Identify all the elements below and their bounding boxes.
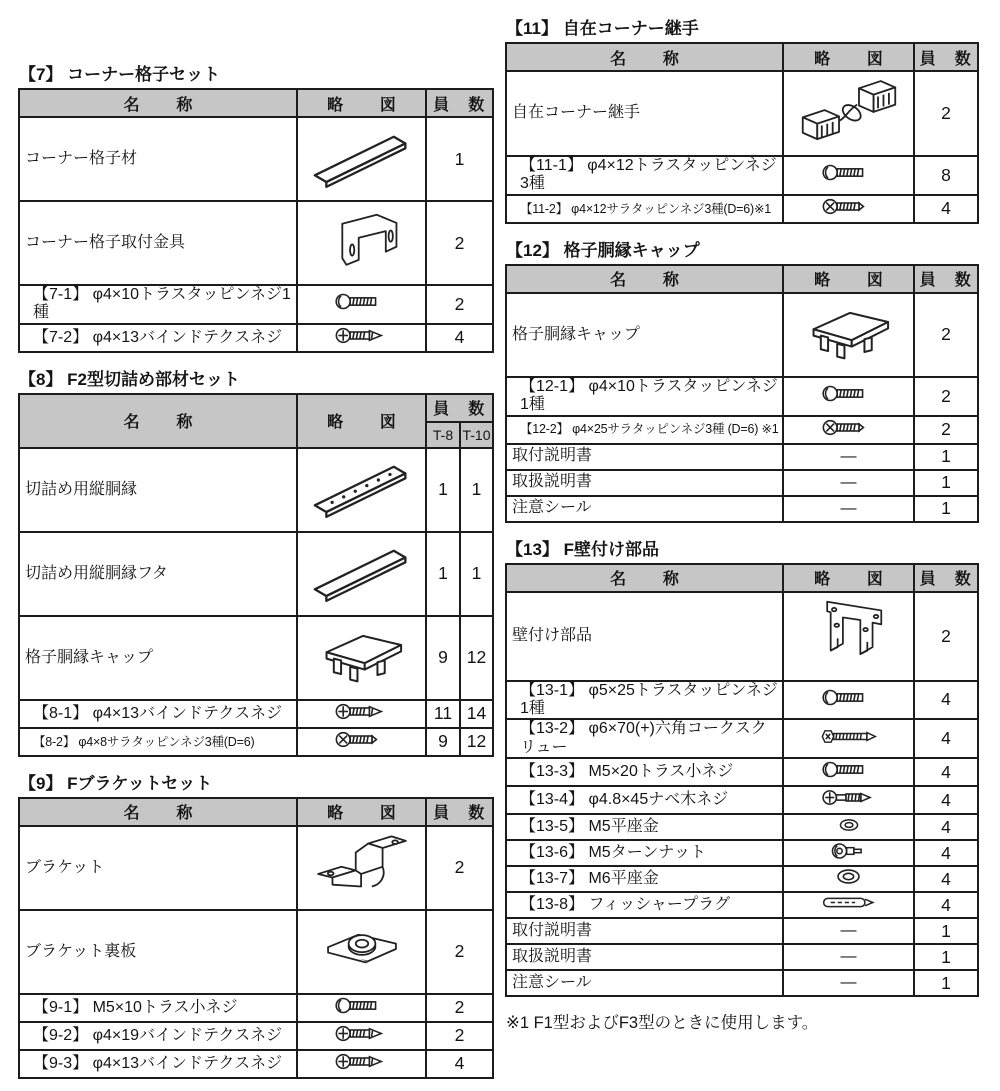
table-row: [506, 681, 978, 720]
part-qty: 2: [426, 826, 493, 910]
part-diagram-cell: [297, 117, 426, 201]
table-row: [19, 826, 493, 910]
table-title-13: 【13】 F壁付け部品: [506, 539, 660, 559]
part-name: コーナー格子取付金具: [19, 201, 297, 285]
table-row: [506, 416, 978, 444]
washer-icon: [837, 817, 861, 833]
cap-icon: [799, 300, 899, 364]
dash-icon: —: [840, 447, 857, 465]
part-name: 【7-1】 φ4×10トラスタッピンネジ1種: [19, 285, 297, 324]
part-name: 【9-2】 φ4×19バインドテクスネジ: [19, 1022, 297, 1050]
bind-tex-screw-icon: [333, 1051, 391, 1072]
bind-tex-screw-icon: [333, 325, 391, 346]
truss-screw-icon: [820, 759, 878, 780]
dash-icon: —: [840, 948, 857, 966]
part-qty: 1: [914, 918, 978, 944]
part-diagram-cell: [783, 758, 914, 786]
col-header-diagram: 略 図: [783, 564, 914, 592]
part-name: 【13-6】 M5ターンナット: [506, 840, 783, 866]
col-header-qty: 員 数: [914, 43, 978, 71]
table-section-13: [505, 535, 977, 998]
table-row: [506, 944, 978, 970]
part-diagram-cell: [783, 293, 914, 377]
table-row: [19, 1050, 493, 1078]
part-qty: 12: [460, 616, 493, 700]
part-name: 自在コーナー継手: [506, 71, 783, 156]
table-row: [506, 156, 978, 195]
part-diagram-cell: [783, 496, 914, 522]
wall-bracket-icon: [802, 593, 896, 675]
table-section-9: [18, 769, 492, 1079]
part-diagram-cell: [783, 918, 914, 944]
part-qty: 4: [914, 786, 978, 814]
cap-icon: [312, 623, 412, 687]
table-row: [19, 700, 493, 728]
col-header-diagram: 略 図: [297, 798, 426, 826]
table-row: [506, 592, 978, 681]
coach-screw-icon: [818, 726, 880, 747]
parts-table-12: [505, 264, 979, 523]
left-tables: [18, 60, 492, 1079]
col-header-diagram: 略 図: [783, 43, 914, 71]
table-row: [506, 786, 978, 814]
parts-table-7: [18, 88, 494, 353]
part-qty: 4: [914, 681, 978, 720]
part-name: 【9-1】 M5×10トラス小ネジ: [19, 994, 297, 1022]
part-name: 壁付け部品: [506, 592, 783, 681]
dash-icon: —: [840, 974, 857, 992]
table-row: [19, 117, 493, 201]
part-name: 格子胴縁キャップ: [19, 616, 297, 700]
part-qty: 4: [914, 719, 978, 758]
table-title-8: 【8】 F2型切詰め部材セット: [19, 369, 241, 389]
part-diagram-cell: [297, 826, 426, 910]
part-name: 【13-7】 M6平座金: [506, 866, 783, 892]
parts-table-8: [18, 393, 494, 757]
truss-screw-icon: [333, 291, 391, 312]
part-diagram-cell: [297, 728, 426, 756]
table-section-8: [18, 365, 492, 757]
table-row: [506, 470, 978, 496]
table-row: [19, 285, 493, 324]
part-diagram-cell: [783, 416, 914, 444]
table-row: [19, 1022, 493, 1050]
col-header-qty: 員 数: [426, 798, 493, 826]
table-row: [506, 814, 978, 840]
col-header-diagram: 略 図: [783, 265, 914, 293]
right-tables: [505, 14, 977, 997]
turn-nut-icon: [830, 842, 867, 860]
part-qty: 14: [460, 700, 493, 728]
col-header-diagram: 略 図: [297, 89, 426, 117]
part-diagram-cell: [297, 616, 426, 700]
table-row: [19, 616, 493, 700]
part-qty: 4: [914, 840, 978, 866]
col-header-name: 名 称: [506, 43, 783, 71]
part-name: 注意シール: [506, 970, 783, 996]
part-name: 【13-8】 フィッシャープラグ: [506, 892, 783, 918]
right-column: [505, 14, 977, 1033]
part-name: 【11-2】 φ4×12サラタッピンネジ3種(D=6)※1: [506, 195, 783, 223]
table-row: [19, 448, 493, 532]
table-title-12: 【12】 格子胴縁キャップ: [506, 240, 700, 260]
part-diagram-cell: [297, 448, 426, 532]
part-qty: 1: [426, 532, 460, 616]
table-row: [506, 840, 978, 866]
part-name: 取付説明書: [506, 918, 783, 944]
part-name: 取扱説明書: [506, 470, 783, 496]
table-row: [506, 195, 978, 223]
header-row: [19, 394, 493, 422]
col-header-qty: 員 数: [914, 265, 978, 293]
part-qty: 1: [914, 470, 978, 496]
part-name: 取扱説明書: [506, 944, 783, 970]
part-qty: 2: [914, 293, 978, 377]
table-title-7: 【7】 コーナー格子セット: [19, 65, 221, 84]
truss-screw-icon: [820, 687, 878, 708]
part-diagram-cell: [297, 1022, 426, 1050]
col-subheader-T-8: T-8: [426, 422, 460, 448]
part-diagram-cell: [783, 786, 914, 814]
table-row: [19, 994, 493, 1022]
part-diagram-cell: [297, 1050, 426, 1078]
col-header-name: 名 称: [19, 89, 297, 117]
col-header-qty: 員 数: [426, 89, 493, 117]
part-name: コーナー格子材: [19, 117, 297, 201]
part-qty: 1: [426, 117, 493, 201]
part-name: 【9-3】 φ4×13バインドテクスネジ: [19, 1050, 297, 1078]
part-name: 【8-2】 φ4×8サラタッピンネジ3種(D=6): [19, 728, 297, 756]
truss-screw-icon: [820, 162, 878, 183]
part-name: 【11-1】 φ4×12トラスタッピンネジ3種: [506, 156, 783, 195]
table-title-11: 【11】 自在コーナー継手: [506, 19, 699, 38]
col-subheader-T-10: T-10: [460, 422, 493, 448]
part-name: 格子胴縁キャップ: [506, 293, 783, 377]
part-diagram-cell: [783, 970, 914, 996]
part-qty: 4: [914, 195, 978, 223]
part-name: 注意シール: [506, 496, 783, 522]
part-name: 【13-4】 φ4.8×45ナベ木ネジ: [506, 786, 783, 814]
part-diagram-cell: [783, 681, 914, 720]
part-qty: 1: [914, 944, 978, 970]
table-row: [506, 918, 978, 944]
table-row: [506, 970, 978, 996]
parts-table-13: [505, 563, 979, 998]
header-row: [506, 43, 978, 71]
part-qty: 1: [426, 448, 460, 532]
part-qty: 9: [426, 728, 460, 756]
part-diagram-cell: [783, 195, 914, 223]
part-name: 【12-1】 φ4×10トラスタッピンネジ1種: [506, 377, 783, 416]
part-qty: 2: [426, 201, 493, 285]
table-row: [19, 201, 493, 285]
part-name: 【12-2】 φ4×25サラタッピンネジ3種 (D=6) ※1: [506, 416, 783, 444]
header-row: [506, 564, 978, 592]
wood-screw-icon: [820, 787, 878, 808]
col-header-name: 名 称: [19, 394, 297, 448]
part-diagram-cell: [297, 910, 426, 994]
parts-table-9: [18, 797, 494, 1079]
truss-screw-icon: [820, 383, 878, 404]
part-qty: 9: [426, 616, 460, 700]
table-row: [506, 293, 978, 377]
u-bracket-icon: [316, 209, 408, 273]
header-row: [19, 798, 493, 826]
part-qty: 8: [914, 156, 978, 195]
plug-icon: [821, 895, 876, 910]
part-diagram-cell: [783, 470, 914, 496]
part-name: ブラケット裏板: [19, 910, 297, 994]
strip-icon: [309, 539, 415, 603]
part-qty: 4: [914, 814, 978, 840]
part-qty: 1: [460, 532, 493, 616]
part-qty: 4: [426, 324, 493, 352]
table-row: [19, 324, 493, 352]
footnote: ※1 F1型およびF3型のときに使用します。: [506, 1014, 819, 1033]
part-qty: 2: [914, 71, 978, 156]
part-diagram-cell: [297, 994, 426, 1022]
part-name: ブラケット: [19, 826, 297, 910]
part-name: 【8-1】 φ4×13バインドテクスネジ: [19, 700, 297, 728]
part-qty: 4: [426, 1050, 493, 1078]
parts-table-11: [505, 42, 979, 224]
left-column: [18, 60, 492, 1091]
strip-icon: [309, 125, 415, 189]
backplate-icon: [312, 920, 412, 978]
bind-tex-screw-icon: [333, 701, 391, 722]
part-name: 【7-2】 φ4×13バインドテクスネジ: [19, 324, 297, 352]
part-diagram-cell: [783, 840, 914, 866]
part-qty: 4: [914, 758, 978, 786]
part-diagram-cell: [297, 201, 426, 285]
header-row: [19, 89, 493, 117]
table-section-11: [505, 14, 977, 224]
part-qty: 4: [914, 892, 978, 918]
table-row: [19, 910, 493, 994]
col-header-name: 名 称: [506, 564, 783, 592]
table-row: [19, 728, 493, 756]
part-qty: 2: [914, 377, 978, 416]
table-row: [506, 444, 978, 470]
part-qty: 2: [914, 592, 978, 681]
table-section-7: [18, 60, 492, 353]
col-header-qty: 員 数: [914, 564, 978, 592]
part-diagram-cell: [783, 156, 914, 195]
part-qty: 2: [426, 994, 493, 1022]
part-qty: 2: [426, 1022, 493, 1050]
part-diagram-cell: [783, 592, 914, 681]
header-row: [506, 265, 978, 293]
flat-screw-icon: [334, 729, 390, 750]
table-row: [506, 719, 978, 758]
corner-joint-icon: [795, 72, 903, 150]
flat-screw-icon: [821, 196, 877, 217]
table-title-9: 【9】 Fブラケットセット: [19, 773, 213, 793]
table-row: [506, 496, 978, 522]
table-row: [19, 532, 493, 616]
part-diagram-cell: [297, 285, 426, 324]
table-row: [506, 71, 978, 156]
dash-icon: —: [840, 922, 857, 940]
col-header-diagram: 略 図: [297, 394, 426, 448]
table-row: [506, 892, 978, 918]
part-name: 【13-3】 M5×20トラス小ネジ: [506, 758, 783, 786]
washer-large-icon: [835, 867, 862, 886]
dash-icon: —: [840, 473, 857, 491]
part-diagram-cell: [783, 444, 914, 470]
part-qty: 12: [460, 728, 493, 756]
part-name: 切詰め用縦胴縁: [19, 448, 297, 532]
part-name: 取付説明書: [506, 444, 783, 470]
part-diagram-cell: [783, 892, 914, 918]
part-diagram-cell: [783, 719, 914, 758]
part-qty: 1: [460, 448, 493, 532]
col-header-name: 名 称: [506, 265, 783, 293]
col-header-qty: 員 数: [426, 394, 493, 422]
flat-screw-icon: [821, 417, 877, 438]
part-name: 【13-1】 φ5×25トラスタッピンネジ1種: [506, 681, 783, 720]
part-qty: 4: [914, 866, 978, 892]
part-name: 【13-5】 M5平座金: [506, 814, 783, 840]
truss-screw-icon: [333, 995, 391, 1016]
part-diagram-cell: [297, 324, 426, 352]
part-name: 【13-2】 φ6×70(+)六角コークスクリュー: [506, 719, 783, 758]
part-qty: 2: [426, 910, 493, 994]
part-qty: 2: [426, 285, 493, 324]
part-diagram-cell: [297, 700, 426, 728]
table-row: [506, 758, 978, 786]
strip-holes-icon: [309, 455, 415, 519]
part-qty: 1: [914, 444, 978, 470]
part-diagram-cell: [783, 377, 914, 416]
table-row: [506, 866, 978, 892]
col-header-name: 名 称: [19, 798, 297, 826]
part-diagram-cell: [783, 944, 914, 970]
bind-tex-screw-icon: [333, 1023, 391, 1044]
table-row: [506, 377, 978, 416]
table-section-12: [505, 236, 977, 523]
dash-icon: —: [840, 499, 857, 517]
part-qty: 11: [426, 700, 460, 728]
part-qty: 2: [914, 416, 978, 444]
part-name: 切詰め用縦胴縁フタ: [19, 532, 297, 616]
part-diagram-cell: [783, 866, 914, 892]
part-diagram-cell: [783, 71, 914, 156]
bracket-icon: [311, 829, 413, 901]
part-qty: 1: [914, 970, 978, 996]
part-qty: 1: [914, 496, 978, 522]
part-diagram-cell: [297, 532, 426, 616]
part-diagram-cell: [783, 814, 914, 840]
